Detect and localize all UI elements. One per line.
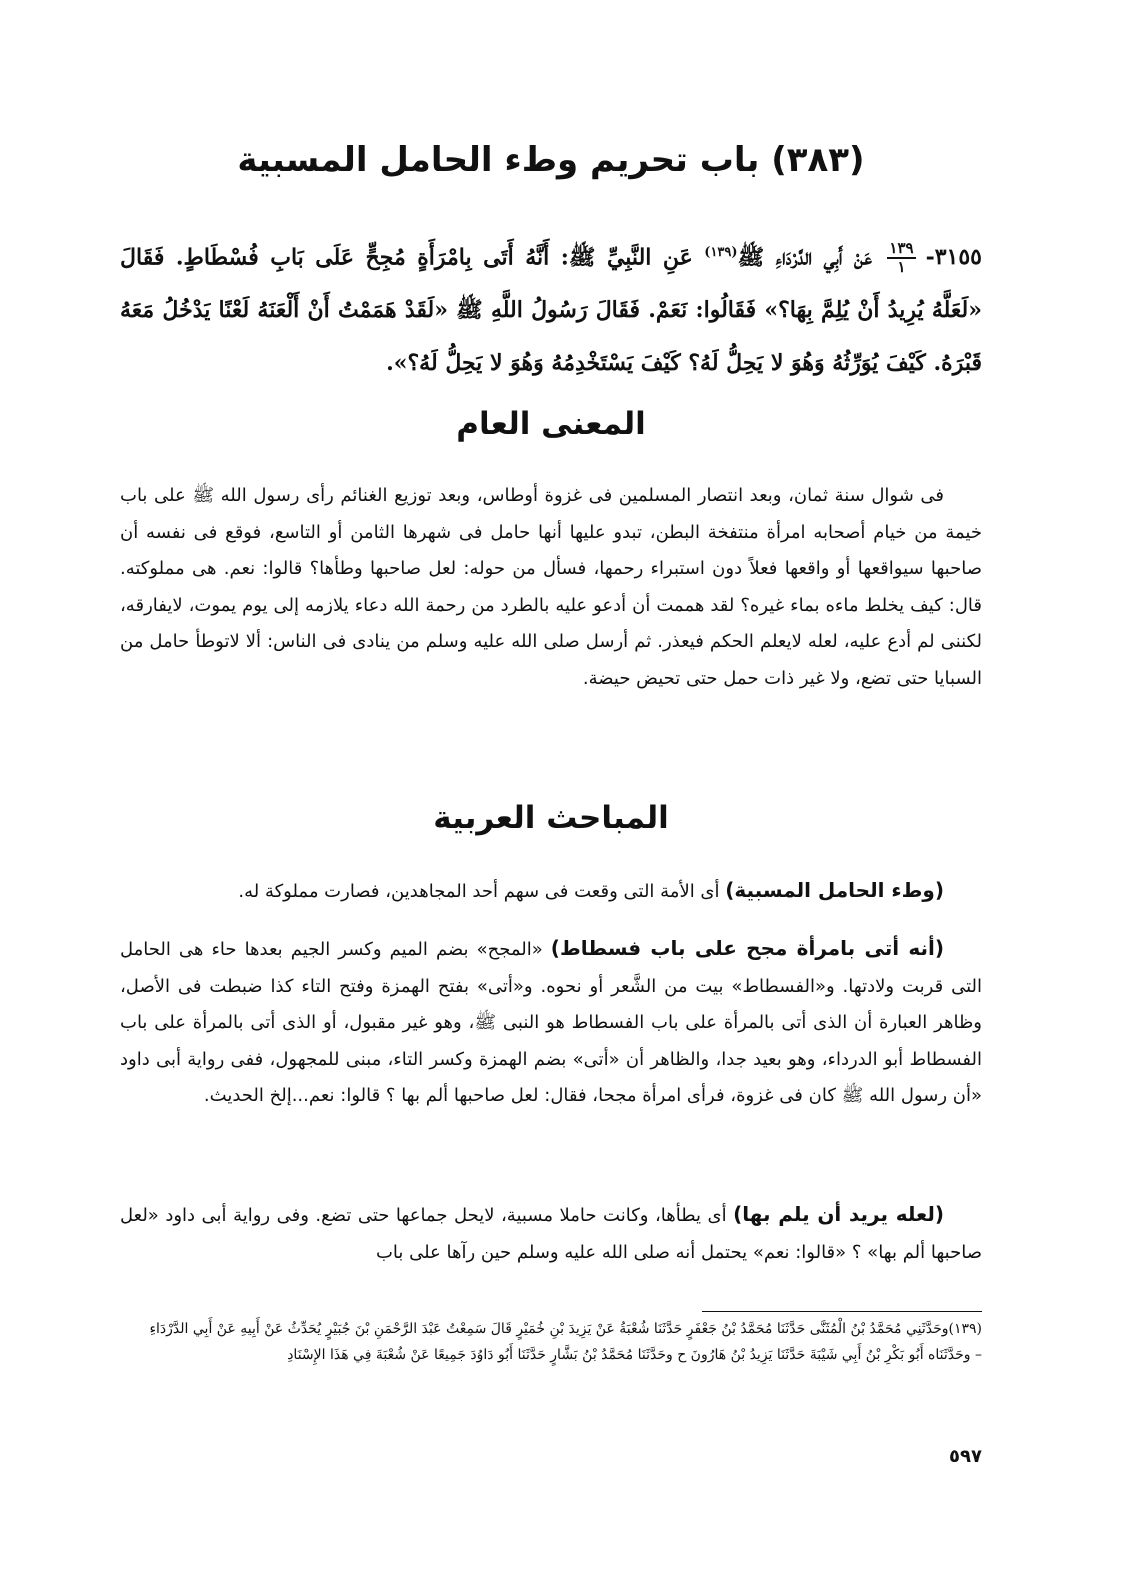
page-number: ٥٩٧ [949,1446,982,1467]
hadith-sub-number-bottom: ١ [897,258,906,277]
hadith-text-start: عَنْ أَبِي الدَّرْدَاءِ ﷺ [737,244,872,271]
discussion-text: أى الأمة التى وقعت فى سهم أحد المجاهدين، فصارت مملوكة له. [238,881,726,902]
footnote-divider [702,1311,982,1312]
arabic-discussions-title: المباحث العربية [433,800,669,836]
discussion-paragraph [120,930,982,1115]
general-meaning-paragraph: فى شوال سنة ثمان، وبعد انتصار المسلمين فى غزوة أوطاس، وبعد توزيع الغنائم رأى رسول الله ﷺ على باب خيمة من خيام أصحابه امرأة منتفخة البطن، تبدو عليها أنها حامل فى شهرها الثامن أو التاسع، فوقع فى نفسه أن صاحبها سيواقعها أو واقعها فعلاً دون استبراء رحمها، فسأل من حوله: لعل صاحبها وطأها؟ قالوا: نعم. هى مملوكته. قال: كيف يخلط ماءه بماء غيره؟ لقد هممت أن أدعو عليه بالطرد من رحمة الله دعاء يلازمه إلى يوم يموت، لايفارقه، لكننى لم أدع عليه، لعله لايعلم الحكم فيعذر. ثم أرسل صلى الله عليه وسلم من ينادى فى الناس: ألا لاتوطأ حامل من السبايا حتى تضع، ولا غير ذات حمل حتى تحيض حيضة. [120,485,982,689]
discussion-heading: (لعله يريد أن يلم بها) [733,1202,944,1226]
footnote-line: – وحَدَّثَنَاه أَبُو بَكْرِ بْنُ أَبِي شَيْبَةَ حَدَّثَنَا يَزِيدُ بْنُ هَارُونَ ح وحَدَّثَنَا مُحَمَّدُ بْنُ بَشَّارٍ حَدَّثَنَا أَبُو دَاوُدَ جَمِيعًا عَنْ شُعْبَةَ فِي هَذَا الإِسْنَادِ [287,1347,982,1363]
hadith-text [120,226,982,390]
hadith-number: ٣١٥٥- [925,244,982,271]
book-page [120,0,982,1582]
discussion-heading: (وطء الحامل المسبية) [725,878,944,902]
discussion-paragraph [120,872,982,911]
hadith-sub-number [887,240,915,276]
chapter-title: (٣٨٣) باب تحريم وطء الحامل المسبية [237,140,865,180]
discussion-text: «المجح» بضم الميم وكسر الجيم بعدها حاء هى الحامل التى قربت ولادتها. و«الفسطاط» بيت من الشَّعر أو نحوه. و«أتى» بفتح الهمزة وفتح التاء كذا ضبطت فى الأصل، وظاهر العبارة أن الذى أتى بالمرأة على باب الفسطاط هو النبى ﷺ، وهو غير مقبول، أو الذى أتى بالمرأة على باب الفسطاط أبو الدرداء، وهو بعيد جدا، والظاهر أن «أتى» بضم الهمزة وكسر التاء، مبنى للمجهول، ففى رواية أبى داود «أن رسول الله ﷺ كان فى غزوة، فرأى امرأة مجحا، فقال: لعل صاحبها ألم بها ؟ قالوا: نعم...إلخ الحديث. [120,939,982,1106]
hadith-text-rest: عَنِ النَّبِيِّ ﷺ: أَنَّهُ أَتَى بِامْرَأَةٍ مُجِحٍّ عَلَى بَابِ فُسْطَاطٍ. فَقَالَ «لَعَلَّهُ يُرِيدُ أَنْ يُلِمَّ بِهَا؟» فَقَالُوا: نَعَمْ. فَقَالَ رَسُولُ اللَّهِ ﷺ «لَقَدْ هَمَمْتُ أَنْ أَلْعَنَهُ لَعْنًا يَدْخُلُ مَعَهُ قَبْرَهُ. كَيْفَ يُوَرِّثُهُ وَهُوَ لا يَحِلُّ لَهُ؟ كَيْفَ يَسْتَخْدِمُهُ وَهُوَ لا يَحِلُّ لَهُ؟». [120,244,982,377]
discussion-heading: (أنه أتى بامرأة مجح على باب فسطاط) [550,936,944,960]
hadith-sub-number-top: ١٣٩ [889,239,914,258]
discussion-text: أى يطأها، وكانت حاملا مسبية، لايحل جماعها حتى تضع. وفى رواية أبى داود «لعل صاحبها ألم بها» ؟ «قالوا: نعم» يحتمل أنه صلى الله عليه وسلم حين رآها على باب [120,1205,982,1263]
footnote-line: (١٣٩)وحَدَّثَنِي مُحَمَّدُ بْنُ الْمُثَنَّى حَدَّثَنَا مُحَمَّدُ بْنُ جَعْفَرٍ حَدَّثَنَا شُعْبَةُ عَنْ يَزِيدَ بْنِ خُمَيْرٍ قَالَ سَمِعْتُ عَبْدَ الرَّحْمَنِ بْنَ جُبَيْرٍ يُحَدِّثُ عَنْ أَبِيهِ عَنْ أَبِي الدَّرْدَاءِ [149,1321,982,1337]
general-meaning-title: المعنى العام [456,406,646,442]
footnotes [120,1316,982,1368]
footnote-reference: (١٣٩) [704,245,738,260]
discussion-paragraph [120,1196,982,1271]
